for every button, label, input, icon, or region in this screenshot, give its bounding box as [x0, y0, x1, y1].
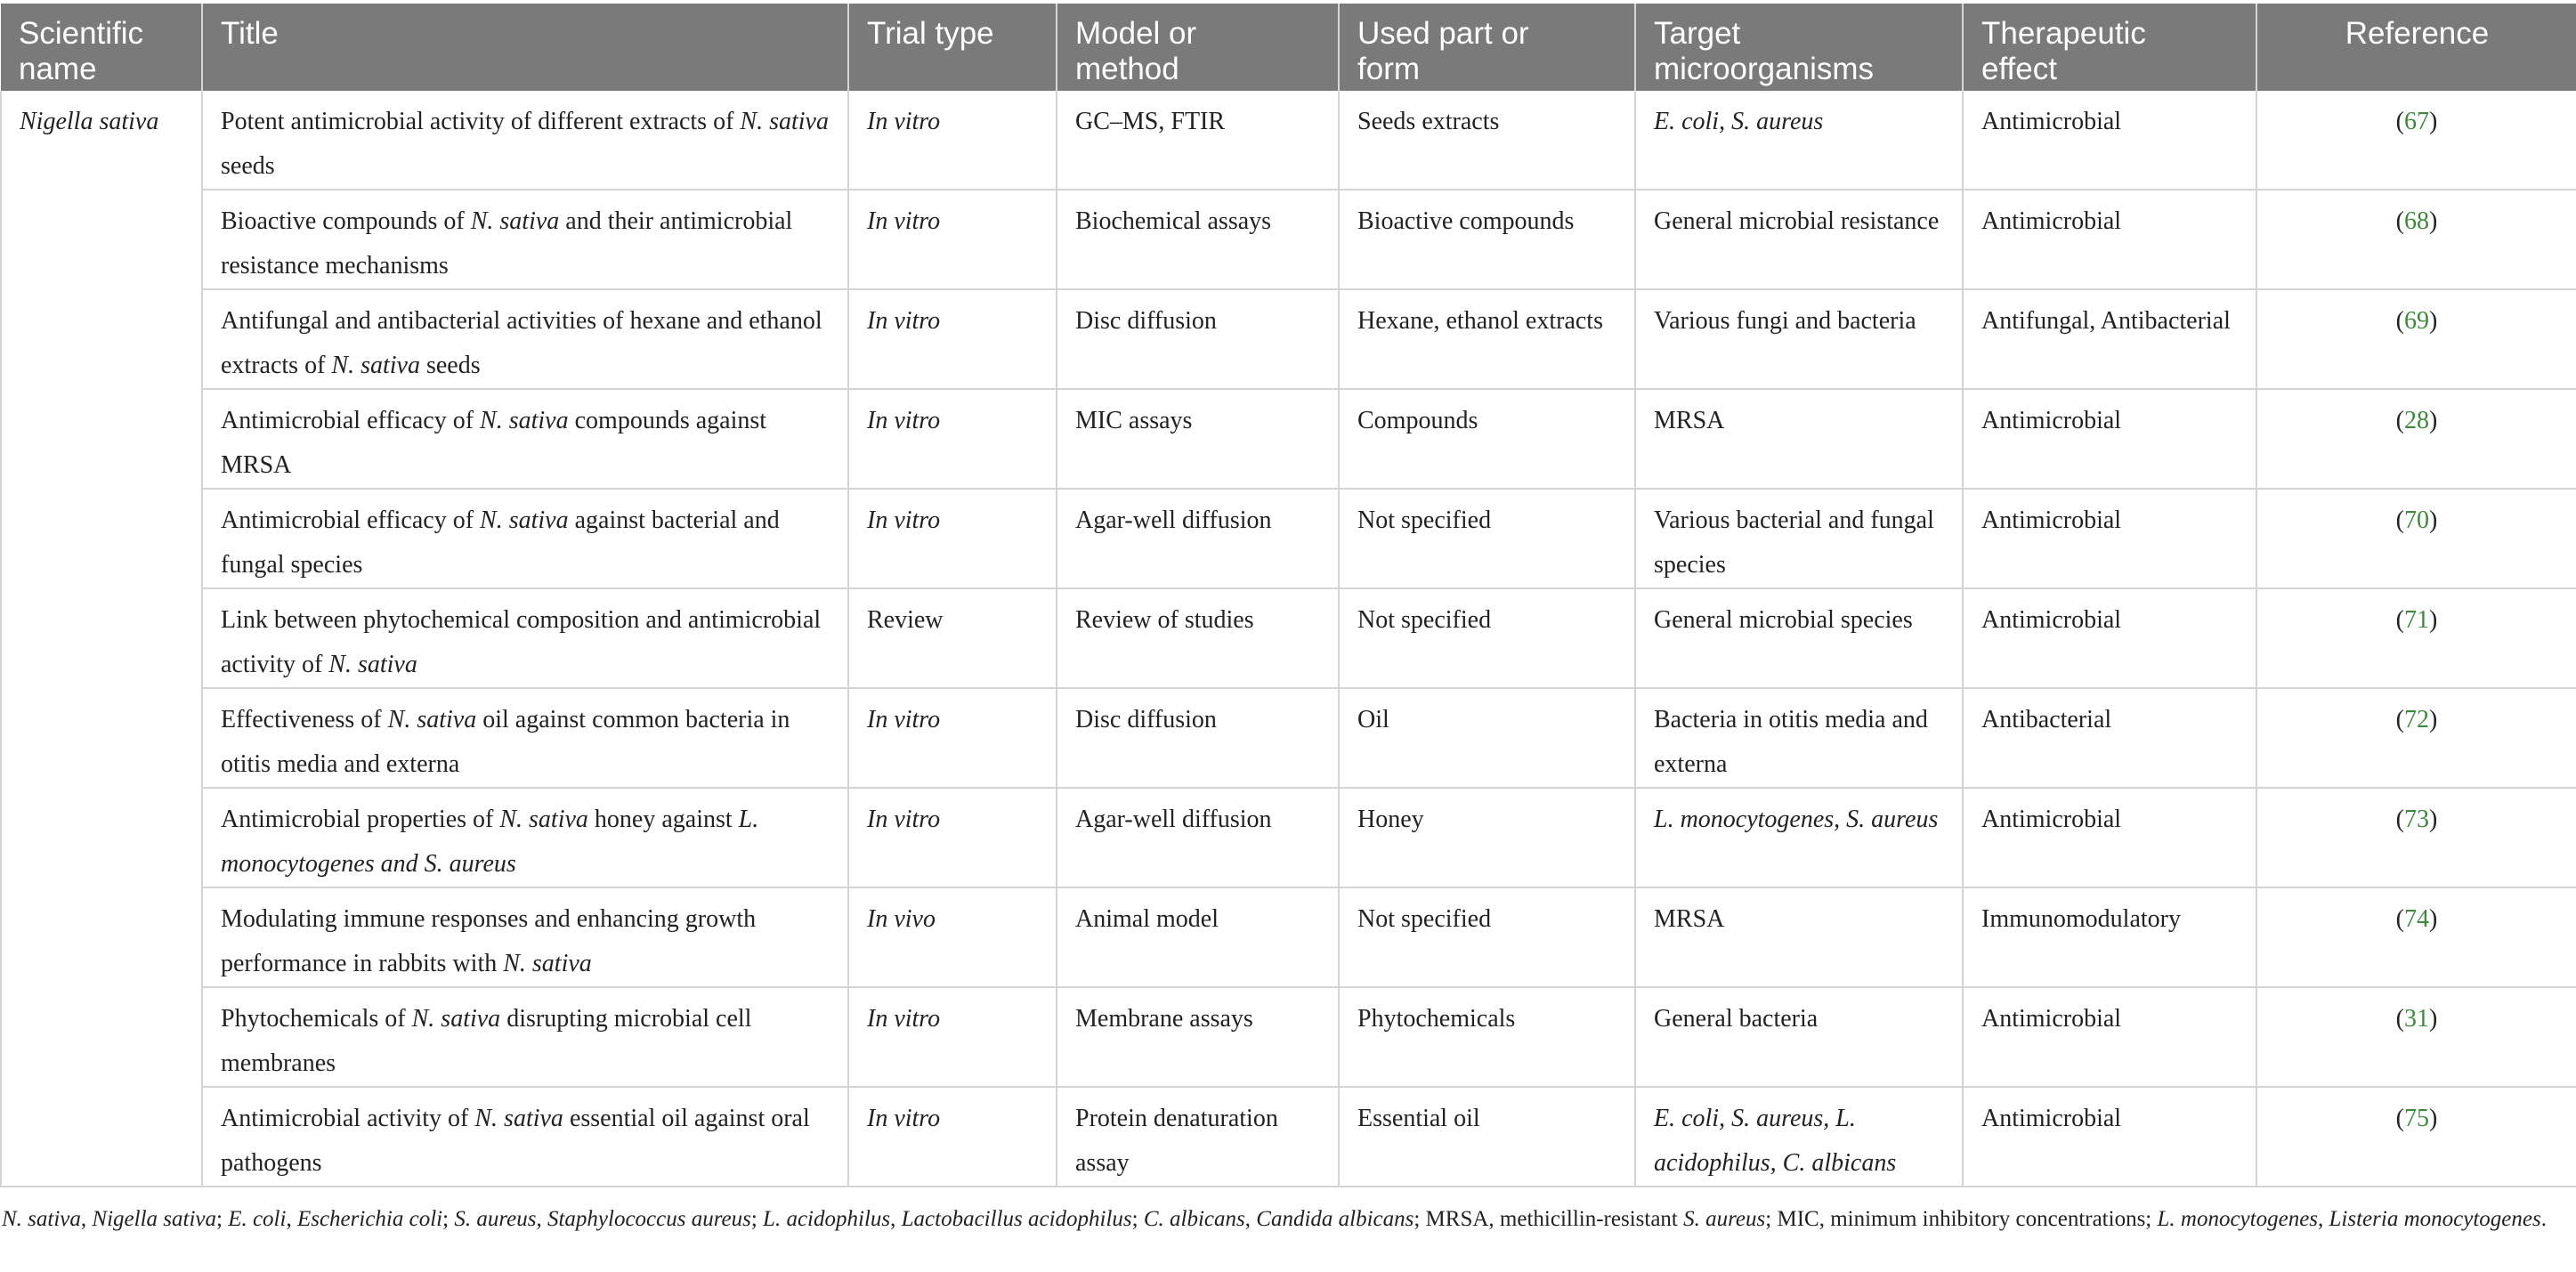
title-text: seeds [221, 152, 275, 180]
table-row [1, 91, 2576, 190]
trial-type-cell: In vivo [848, 887, 1057, 987]
target-microorganisms-cell: General microbial species [1635, 588, 1963, 688]
column-header [2256, 4, 2576, 91]
trial-type-cell: In vitro [848, 489, 1057, 588]
column-header-line: Reference [2345, 16, 2490, 51]
title-species: N. sativa [470, 207, 560, 235]
table-row [1, 190, 2576, 289]
title-text: and their antimicrobial resistance mechanisms [221, 207, 793, 280]
therapeutic-effect-cell: Antimicrobial [1963, 788, 2256, 887]
title-species: N. sativa [480, 407, 569, 434]
column-header-line: effect [1981, 52, 2057, 86]
title-cell [202, 91, 848, 190]
therapeutic-effect-cell: Antimicrobial [1963, 389, 2256, 489]
reference-cell: (73) [2256, 788, 2576, 887]
therapeutic-effect-cell: Antimicrobial [1963, 987, 2256, 1087]
used-part-cell: Compounds [1339, 389, 1635, 489]
footnote-term: N. sativa [2, 1207, 81, 1231]
table-row [1, 489, 2576, 588]
used-part-cell: Oil [1339, 688, 1635, 788]
column-header-line: Therapeutic [1981, 16, 2146, 51]
title-species: N. sativa [331, 352, 420, 379]
trial-type-cell: In vitro [848, 987, 1057, 1087]
method-cell: Review of studies [1057, 588, 1339, 688]
footnote-definition: ; [1131, 1207, 1144, 1231]
table-row [1, 289, 2576, 389]
table-body [1, 91, 2576, 1187]
footnote-term: Nigella sativa [92, 1207, 216, 1231]
title-text: Link between phytochemical composition and antimicrobial activity of [221, 606, 822, 678]
title-cell [202, 588, 848, 688]
column-header [1635, 4, 1963, 91]
method-cell: Agar-well diffusion [1057, 489, 1339, 588]
title-species: N. sativa [411, 1005, 501, 1033]
footnote-term: Listeria monocytogenes [2329, 1207, 2541, 1231]
column-header-line: microorganisms [1654, 52, 1874, 86]
footnote-definition: , [536, 1207, 547, 1231]
title-cell [202, 688, 848, 788]
title-species: N. sativa [740, 108, 829, 135]
used-part-cell: Bioactive compounds [1339, 190, 1635, 289]
trial-type-cell: In vitro [848, 788, 1057, 887]
method-cell: Biochemical assays [1057, 190, 1339, 289]
footnote-term: L. acidophilus [763, 1207, 891, 1231]
used-part-cell: Not specified [1339, 588, 1635, 688]
title-cell [202, 489, 848, 588]
footnote-term: S. aureus [454, 1207, 537, 1231]
footnote-definition: ; [442, 1207, 455, 1231]
reference-link[interactable]: 28 [2404, 407, 2429, 434]
reference-cell: (28) [2256, 389, 2576, 489]
title-cell [202, 389, 848, 489]
trial-type-cell: In vitro [848, 688, 1057, 788]
column-header-line: method [1075, 52, 1179, 86]
target-microorganisms-cell: Various fungi and bacteria [1635, 289, 1963, 389]
title-text: Antimicrobial properties of [221, 806, 500, 833]
footnote-term: E. coli [228, 1207, 287, 1231]
method-cell: MIC assays [1057, 389, 1339, 489]
trial-type-cell: In vitro [848, 190, 1057, 289]
footnote-definition: , [890, 1207, 902, 1231]
title-species: N. sativa [387, 706, 477, 733]
column-header-line: Trial type [867, 16, 994, 51]
footnote-definition: , [80, 1207, 93, 1231]
column-header [202, 4, 848, 91]
reference-cell: (67) [2256, 91, 2576, 190]
reference-cell: (31) [2256, 987, 2576, 1087]
target-microorganisms-cell: MRSA [1635, 887, 1963, 987]
column-header-line: name [19, 52, 97, 86]
reference-link[interactable]: 75 [2404, 1105, 2429, 1132]
reference-link[interactable]: 68 [2404, 207, 2429, 235]
trial-type-cell: Review [848, 588, 1057, 688]
footnote-term: Candida albicans [1256, 1207, 1414, 1231]
target-microorganisms-cell: Bacteria in otitis media and externa [1635, 688, 1963, 788]
target-microorganisms-cell: MRSA [1635, 389, 1963, 489]
method-cell: Disc diffusion [1057, 289, 1339, 389]
reference-cell: (72) [2256, 688, 2576, 788]
title-text: against bacterial and fungal species [221, 506, 780, 579]
title-text: compounds against MRSA [221, 407, 767, 479]
footnote-definition: , [2318, 1207, 2329, 1231]
therapeutic-effect-cell: Antibacterial [1963, 688, 2256, 788]
title-text: Bioactive compounds of [221, 207, 471, 235]
title-species: N. sativa [499, 806, 588, 833]
title-text: seeds [419, 352, 481, 379]
column-header-line: Title [221, 16, 279, 51]
footnote-term: Staphylococcus aureus [547, 1207, 751, 1231]
column-header [1339, 4, 1635, 91]
table-row [1, 1087, 2576, 1187]
scientific-name-cell: Nigella sativa [1, 91, 202, 1187]
title-text: Modulating immune responses and enhancing growth performance in rabbits with [221, 905, 757, 977]
title-text: oil against common bacteria in otitis media and externa [221, 706, 790, 778]
reference-link[interactable]: 74 [2404, 905, 2429, 933]
column-header [1, 4, 202, 91]
title-text: Antimicrobial activity of [221, 1105, 475, 1132]
method-cell: GC–MS, FTIR [1057, 91, 1339, 190]
reference-cell: (75) [2256, 1087, 2576, 1187]
table-row [1, 588, 2576, 688]
title-text: honey against [587, 806, 739, 833]
title-species: L. monocytogenes and S. aureus [221, 806, 759, 878]
title-cell [202, 1087, 848, 1187]
reference-link[interactable]: 31 [2404, 1005, 2429, 1033]
trial-type-cell: In vitro [848, 389, 1057, 489]
footnote-definition: , [1244, 1207, 1257, 1231]
reference-link[interactable]: 71 [2404, 606, 2429, 634]
method-cell: Agar-well diffusion [1057, 788, 1339, 887]
column-header [1057, 4, 1339, 91]
footnote-definition: ; [215, 1207, 229, 1231]
title-text: Potent antimicrobial activity of different extracts of [221, 108, 741, 135]
reference-link[interactable]: 69 [2404, 307, 2429, 335]
target-microorganisms-cell: E. coli, S. aureus [1635, 91, 1963, 190]
method-cell: Protein denaturation assay [1057, 1087, 1339, 1187]
footnote-definition: ; [750, 1207, 764, 1231]
used-part-cell: Hexane, ethanol extracts [1339, 289, 1635, 389]
target-microorganisms-cell: General microbial resistance [1635, 190, 1963, 289]
footnote-term: C. albicans [1143, 1207, 1245, 1231]
reference-link[interactable]: 67 [2404, 108, 2429, 135]
title-text: Antimicrobial efficacy of [221, 506, 481, 534]
therapeutic-effect-cell: Antimicrobial [1963, 190, 2256, 289]
table-row [1, 688, 2576, 788]
method-cell: Membrane assays [1057, 987, 1339, 1087]
used-part-cell: Not specified [1339, 887, 1635, 987]
reference-link[interactable]: 70 [2404, 506, 2429, 534]
footnote-definition: ; MRSA, methicillin-resistant [1414, 1207, 1684, 1231]
used-part-cell: Phytochemicals [1339, 987, 1635, 1087]
column-header-line: Model or [1075, 16, 1197, 51]
title-text: Phytochemicals of [221, 1005, 412, 1033]
trial-type-cell: In vitro [848, 1087, 1057, 1187]
footnote-term: S. aureus [1683, 1207, 1766, 1231]
method-cell: Disc diffusion [1057, 688, 1339, 788]
title-text: Antifungal and antibacterial activities of hexane and ethanol extracts of [221, 307, 822, 379]
footnote-definition: . [2540, 1207, 2547, 1231]
title-species: N. sativa [474, 1105, 563, 1132]
reference-cell: (68) [2256, 190, 2576, 289]
column-header [848, 4, 1057, 91]
title-cell [202, 190, 848, 289]
table-footnote [2, 1202, 2548, 1237]
footnote-term: Lactobacillus acidophilus [901, 1207, 1132, 1231]
title-cell [202, 887, 848, 987]
reference-cell: (71) [2256, 588, 2576, 688]
used-part-cell: Essential oil [1339, 1087, 1635, 1187]
column-header-line: Used part or [1357, 16, 1529, 51]
title-cell [202, 289, 848, 389]
column-header-line: Scientific [19, 16, 144, 51]
title-species: N. sativa [480, 506, 569, 534]
method-cell: Animal model [1057, 887, 1339, 987]
title-text: Antimicrobial efficacy of [221, 407, 481, 434]
reference-cell: (74) [2256, 887, 2576, 987]
title-species: N. sativa [328, 651, 417, 678]
title-text: essential oil against oral pathogens [221, 1105, 810, 1177]
trial-type-cell: In vitro [848, 91, 1057, 190]
used-part-cell: Honey [1339, 788, 1635, 887]
table-row [1, 389, 2576, 489]
therapeutic-effect-cell: Antimicrobial [1963, 489, 2256, 588]
footnote-term: L. monocytogenes [2157, 1207, 2319, 1231]
reference-link[interactable]: 73 [2404, 806, 2429, 833]
footnote-definition: ; MIC, minimum inhibitory concentrations; [1765, 1207, 2158, 1231]
reference-cell: (70) [2256, 489, 2576, 588]
therapeutic-effect-cell: Antimicrobial [1963, 1087, 2256, 1187]
footnote-definition: , [286, 1207, 297, 1231]
target-microorganisms-cell: L. monocytogenes, S. aureus [1635, 788, 1963, 887]
used-part-cell: Seeds extracts [1339, 91, 1635, 190]
trial-type-cell: In vitro [848, 289, 1057, 389]
title-cell [202, 987, 848, 1087]
column-header-line: Target [1654, 16, 1741, 51]
table-header-row [1, 4, 2576, 91]
table-row [1, 887, 2576, 987]
footnote-term: Escherichia coli [296, 1207, 443, 1231]
column-header [1963, 4, 2256, 91]
target-microorganisms-cell: General bacteria [1635, 987, 1963, 1087]
reference-link[interactable]: 72 [2404, 706, 2429, 733]
table-row [1, 788, 2576, 887]
target-microorganisms-cell: Various bacterial and fungal species [1635, 489, 1963, 588]
table-row [1, 987, 2576, 1087]
title-text: disrupting microbial cell membranes [221, 1005, 752, 1077]
title-cell [202, 788, 848, 887]
therapeutic-effect-cell: Antimicrobial [1963, 91, 2256, 190]
reference-cell: (69) [2256, 289, 2576, 389]
column-header-line: form [1357, 52, 1420, 86]
therapeutic-effect-cell: Antimicrobial [1963, 588, 2256, 688]
title-species: N. sativa [503, 950, 592, 977]
nigella-sativa-table [0, 4, 2576, 1187]
therapeutic-effect-cell: Antifungal, Antibacterial [1963, 289, 2256, 389]
used-part-cell: Not specified [1339, 489, 1635, 588]
therapeutic-effect-cell: Immunomodulatory [1963, 887, 2256, 987]
target-microorganisms-cell: E. coli, S. aureus, L. acidophilus, C. albicans [1635, 1087, 1963, 1187]
title-text: Effectiveness of [221, 706, 388, 733]
